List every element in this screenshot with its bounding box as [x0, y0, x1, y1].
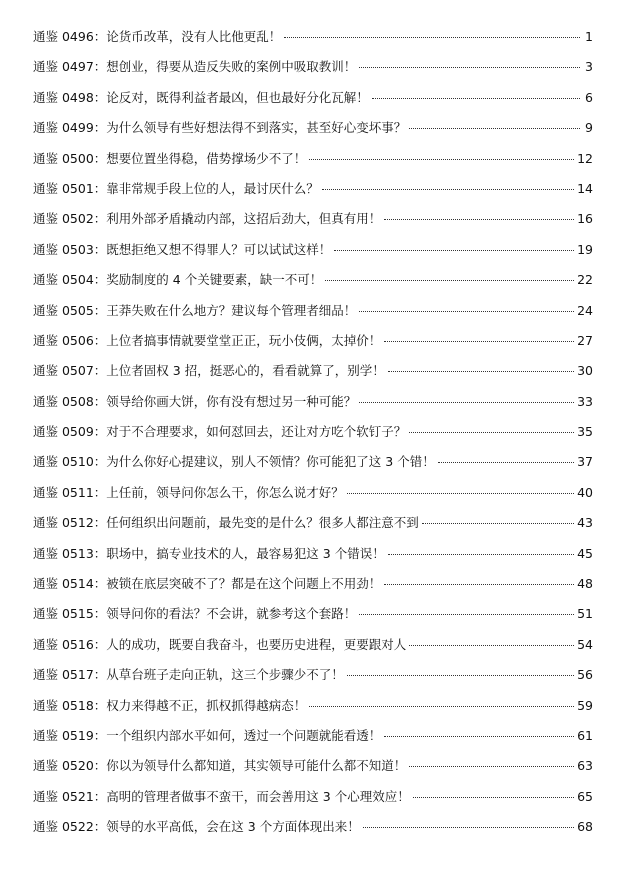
toc-entry[interactable] — [33, 599, 593, 629]
toc-entry[interactable] — [33, 447, 593, 477]
toc-entry-number: 通鉴 0517： — [33, 667, 107, 683]
toc-entry-number: 通鉴 0503： — [33, 241, 107, 257]
toc-entry[interactable] — [33, 721, 593, 751]
toc-entry-title: 论反对，既得利益者最凶，但也最好分化瓦解！ — [106, 89, 369, 105]
toc-entry-title: 高明的管理者做事不蛮干，而会善用这 3 个心理效应！ — [106, 788, 410, 804]
toc-entry-number: 通鉴 0509： — [33, 424, 107, 440]
toc-entry-number: 通鉴 0497： — [33, 59, 107, 75]
toc-entry-page: 65 — [577, 788, 593, 804]
toc-entry-number: 通鉴 0508： — [33, 393, 107, 409]
toc-leader-dots — [309, 159, 574, 160]
toc-entry-title: 想要位置坐得稳，借势撑场少不了！ — [106, 150, 307, 166]
toc-entry-number: 通鉴 0519： — [33, 727, 107, 743]
toc-leader-dots — [409, 128, 580, 129]
toc-entry-number: 通鉴 0496： — [33, 29, 107, 44]
toc-entry-title: 人的成功，既要自我奋斗，也要历史进程，更要跟对人 — [106, 636, 407, 652]
toc-entry-title: 靠非常规手段上位的人，最讨厌什么？ — [106, 180, 319, 196]
toc-leader-dots — [359, 67, 580, 68]
toc-entry[interactable] — [33, 22, 593, 52]
toc-entry-page: 35 — [577, 424, 593, 440]
toc-leader-dots — [388, 371, 574, 372]
toc-entry[interactable] — [33, 83, 593, 113]
toc-entry[interactable] — [33, 235, 593, 265]
toc-entry[interactable] — [33, 539, 593, 569]
toc-entry[interactable] — [33, 751, 593, 781]
toc-entry-page: 27 — [577, 332, 593, 348]
toc-entry-title: 上位者搞事情就要堂堂正正，玩小伎俩，太掉价！ — [106, 332, 382, 348]
toc-entry-page: 9 — [585, 120, 593, 136]
toc-entry-page: 30 — [577, 363, 593, 379]
toc-entry-title: 既想拒绝又想不得罪人？可以试试这样！ — [106, 241, 332, 257]
toc-leader-dots — [384, 736, 574, 737]
toc-leader-dots — [422, 523, 574, 524]
toc-entry-title: 上任前，领导问你怎么干，你怎么说才好？ — [106, 484, 344, 500]
toc-entry-number: 通鉴 0522： — [33, 819, 107, 835]
toc-entry-page: 3 — [585, 59, 593, 75]
toc-entry[interactable] — [33, 204, 593, 234]
toc-entry-page: 48 — [577, 576, 593, 592]
toc-entry-number: 通鉴 0498： — [33, 89, 107, 105]
toc-leader-dots — [384, 341, 574, 342]
toc-entry-title: 你以为领导什么都知道，其实领导可能什么都不知道！ — [106, 758, 407, 774]
toc-entry-title: 领导给你画大饼，你有没有想过另一种可能？ — [106, 393, 357, 409]
toc-entry-page: 59 — [577, 697, 593, 713]
toc-entry-page: 61 — [577, 727, 593, 743]
toc-entry-page: 24 — [577, 302, 593, 318]
toc-leader-dots — [438, 462, 574, 463]
toc-entry-number: 通鉴 0507： — [33, 363, 107, 379]
toc-entry-page: 14 — [577, 180, 593, 196]
toc-entry-number: 通鉴 0499： — [33, 120, 107, 136]
toc-leader-dots — [309, 706, 574, 707]
toc-entry[interactable] — [33, 691, 593, 721]
toc-entry-number: 通鉴 0516： — [33, 636, 107, 652]
toc-leader-dots — [372, 98, 580, 99]
toc-entry-title: 从草台班子走向正轨，这三个步骤少不了！ — [106, 667, 344, 683]
toc-entry-page: 54 — [577, 636, 593, 652]
toc-leader-dots — [359, 402, 574, 403]
toc-leader-dots — [284, 37, 580, 38]
toc-entry[interactable] — [33, 113, 593, 143]
toc-leader-dots — [347, 675, 574, 676]
toc-leader-dots — [359, 614, 574, 615]
toc-entry[interactable] — [33, 326, 593, 356]
toc-entry-page: 6 — [585, 89, 593, 105]
toc-entry-title: 一个组织内部水平如何，透过一个问题就能看透！ — [106, 727, 382, 743]
toc-entry-title: 任何组织出问题前，最先变的是什么？很多人都注意不到 — [106, 515, 419, 531]
toc-entry-title: 王莽失败在什么地方？建议每个管理者细品！ — [106, 302, 357, 318]
toc-entry[interactable] — [33, 508, 593, 538]
toc-leader-dots — [384, 584, 574, 585]
toc-entry-title: 上位者固权 3 招，挺恶心的，看看就算了，别学！ — [106, 363, 385, 379]
toc-leader-dots — [409, 766, 574, 767]
toc-entry[interactable] — [33, 478, 593, 508]
toc-entry-title: 奖励制度的 4 个关键要素，缺一不可！ — [106, 272, 323, 288]
toc-entry-page: 19 — [577, 241, 593, 257]
toc-entry-number: 通鉴 0501： — [33, 180, 107, 196]
toc-entry[interactable] — [33, 387, 593, 417]
toc-entry-title: 论货币改革，没有人比他更乱！ — [106, 29, 282, 44]
toc-entry[interactable] — [33, 630, 593, 660]
toc-entry-page: 33 — [577, 393, 593, 409]
toc-entry-page: 45 — [577, 545, 593, 561]
toc-entry-number: 通鉴 0520： — [33, 758, 107, 774]
toc-entry-page: 1 — [585, 29, 593, 44]
toc-leader-dots — [409, 432, 574, 433]
toc-entry-title: 权力来得越不正，抓权抓得越病态！ — [106, 697, 307, 713]
toc-entry-page: 56 — [577, 667, 593, 683]
toc-entry-number: 通鉴 0511： — [33, 484, 107, 500]
toc-leader-dots — [388, 554, 574, 555]
toc-entry-page: 37 — [577, 454, 593, 470]
toc-leader-dots — [359, 311, 574, 312]
toc-entry[interactable] — [33, 52, 593, 82]
toc-entry-number: 通鉴 0518： — [33, 697, 107, 713]
toc-entry[interactable] — [33, 356, 593, 386]
toc-entry-number: 通鉴 0513： — [33, 545, 107, 561]
toc-entry[interactable] — [33, 144, 593, 174]
toc-entry-number: 通鉴 0521： — [33, 788, 107, 804]
toc-entry-page: 16 — [577, 211, 593, 227]
toc-entry-page: 63 — [577, 758, 593, 774]
toc-leader-dots — [334, 250, 574, 251]
toc-leader-dots — [322, 189, 574, 190]
toc-leader-dots — [363, 827, 574, 828]
toc-entry-number: 通鉴 0514： — [33, 576, 107, 592]
toc-entry-title: 利用外部矛盾撬动内部，这招后劲大，但真有用！ — [106, 211, 382, 227]
toc-leader-dots — [409, 645, 574, 646]
toc-entry-page: 68 — [577, 819, 593, 835]
toc-entry[interactable] — [33, 265, 593, 295]
toc-entry-page: 40 — [577, 484, 593, 500]
toc-entry-page: 43 — [577, 515, 593, 531]
toc-entry-title: 被锁在底层突破不了？都是在这个问题上不用劲！ — [106, 576, 382, 592]
toc-entry-title: 领导的水平高低，会在这 3 个方面体现出来！ — [106, 819, 360, 835]
toc-entry-page: 22 — [577, 272, 593, 288]
toc-entry-number: 通鉴 0502： — [33, 211, 107, 227]
toc-leader-dots — [325, 280, 574, 281]
toc-entry-page: 51 — [577, 606, 593, 622]
toc-entry[interactable] — [33, 812, 593, 842]
toc-entry-title: 职场中，搞专业技术的人，最容易犯这 3 个错误！ — [106, 545, 385, 561]
toc-entry[interactable] — [33, 417, 593, 447]
toc-entry[interactable] — [33, 174, 593, 204]
toc-entry-number: 通鉴 0505： — [33, 302, 107, 318]
toc-entry-number: 通鉴 0510： — [33, 454, 107, 470]
toc-leader-dots — [413, 797, 574, 798]
toc-entry-title: 对于不合理要求，如何怼回去，还让对方吃个软钉子？ — [106, 424, 407, 440]
toc-entry[interactable] — [33, 660, 593, 690]
toc-entry-number: 通鉴 0512： — [33, 515, 107, 531]
toc-entry-title: 领导问你的看法？不会讲，就参考这个套路！ — [106, 606, 357, 622]
toc-entry-title: 想创业，得要从造反失败的案例中吸取教训！ — [106, 59, 357, 75]
toc-entry-title: 为什么你好心提建议，别人不领情？你可能犯了这 3 个错！ — [106, 454, 435, 470]
toc-entry[interactable] — [33, 569, 593, 599]
toc-entry[interactable] — [33, 782, 593, 812]
table-of-contents — [33, 22, 593, 843]
toc-entry-number: 通鉴 0506： — [33, 332, 107, 348]
toc-entry-number: 通鉴 0500： — [33, 150, 107, 166]
toc-leader-dots — [347, 493, 574, 494]
toc-leader-dots — [384, 219, 574, 220]
toc-entry-number: 通鉴 0504： — [33, 272, 107, 288]
toc-entry-title: 为什么领导有些好想法得不到落实，甚至好心变坏事？ — [106, 120, 407, 136]
toc-entry-number: 通鉴 0515： — [33, 606, 107, 622]
toc-entry[interactable] — [33, 296, 593, 326]
toc-entry-page: 12 — [577, 150, 593, 166]
